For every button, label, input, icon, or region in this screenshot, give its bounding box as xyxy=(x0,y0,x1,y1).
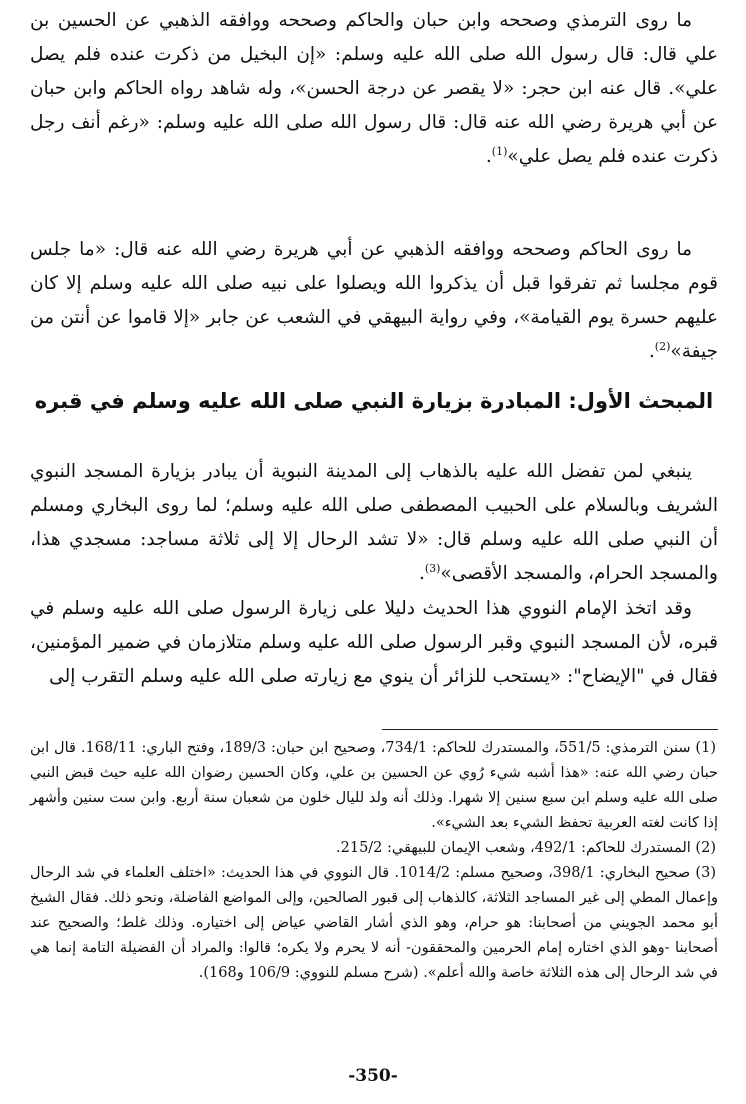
footnote-ref-3: (3) xyxy=(424,561,441,575)
paragraph-ziyara-intro xyxy=(30,455,718,591)
footnotes xyxy=(30,736,718,986)
paragraph-3: ينبغي لمن تفضل الله عليه بالذهاب إلى المدينة النبوية أن يبادر بزيارة المسجد النبوي الشريف وبالسلام على الحبيب المصطفى صلى الله عليه وسلم؛ لما روى البخاري ومسلم أن النبي صلى الله عليه وسلم قال: «لا تشد الرحال إلا إلى ثلاثة مساجد: مسجدي هذا، والمسجد الحرام، والمسجد الأقصى»$^{(3)}$. xyxy=(30,461,718,584)
footnote-1: (1) سنن الترمذي: 551/5، والمستدرك للحاكم: 734/1، وصحيح ابن حبان: 189/3، وفتح الباري: 168/11. قال ابن حبان رضي الله عنه: «هذا أشبه شيء رُوي عن الحسين بن علي، وكان الحسين رضوان الله عليه حيث قبض النبي صلى الله عليه وسلم ابن سبع سنين إلا شهرا. وذلك أنه ولد لليال خلون من شعبان سنة أربع. وابن ست سنين وأشهر إذا كانت لغته العربية تحفظ الشيء بعد الشيء». xyxy=(30,740,718,831)
paragraph-1-text: ما روى الترمذي وصححه وابن حبان والحاكم وصححه ووافقه الذهبي عن الحسين بن علي قال: قال رسول الله صلى الله عليه وسلم: «إن البخيل من ذكرت عنده فلم يصل علي». قال عنه ابن حجر: «لا يقصر عن درجة الحسن»، وله شاهد رواه الحاكم وابن حبان عن أبي هريرة رضي الله عنه قال: قال رسول الله صلى الله عليه وسلم: «رغم أنف رجل ذكرت عنده فلم يصل علي» xyxy=(30,10,718,167)
footnote-separator xyxy=(382,729,718,730)
paragraph-4: وقد اتخذ الإمام النووي هذا الحديث دليلا على زيارة الرسول صلى الله عليه وسلم في قبره، لأن المسجد النبوي وقبر الرسول صلى الله عليه وسلم متلازمان في ضمير المؤمنين، فقال في "الإيضاح": «يستحب للزائر أن ينوي مع زيارته صلى الله عليه وسلم التقرب إلى xyxy=(30,598,718,687)
footnote-ref-1: (1) xyxy=(491,144,508,158)
section-heading: المبحث الأول: المبادرة بزيارة النبي صلى الله عليه وسلم في قبره xyxy=(34,389,714,413)
paragraph-1: ما روى الترمذي وصححه وابن حبان والحاكم وصححه ووافقه الذهبي عن الحسين بن علي قال: قال رسول الله صلى الله عليه وسلم: «إن البخيل من ذكرت عنده فلم يصل علي». قال عنه ابن حجر: «لا يقصر عن درجة الحسن»، وله شاهد رواه الحاكم وابن حبان عن أبي هريرة رضي الله عنه قال: قال رسول الله صلى الله عليه وسلم: «رغم أنف رجل ذكرت عنده فلم يصل علي»$^{(1)}$. xyxy=(30,10,718,167)
paragraph-2: ما روى الحاكم وصححه ووافقه الذهبي عن أبي هريرة رضي الله عنه قال: «ما جلس قوم مجلسا ثم تفرقوا قبل أن يذكروا الله ويصلوا على نبيه صلى الله عليه وسلم إلا كان عليهم حسرة يوم القيامة»، وفي رواية البيهقي في الشعب عن جابر «إلا قاموا عن أنتن من جيفة»$^{(2)}$. xyxy=(30,239,718,362)
paragraph-3-text: ينبغي لمن تفضل الله عليه بالذهاب إلى المدينة النبوية أن يبادر بزيارة المسجد النبوي الشريف وبالسلام على الحبيب المصطفى صلى الله عليه وسلم؛ لما روى البخاري ومسلم أن النبي صلى الله عليه وسلم قال: «لا تشد الرحال إلا إلى ثلاثة مساجد: مسجدي هذا، والمسجد الحرام، والمسجد الأقصى» xyxy=(30,461,718,584)
footnote-ref-2: (2) xyxy=(654,339,671,353)
footnote-2: (2) المستدرك للحاكم: 492/1، وشعب الإيمان للبيهقي: 215/2. xyxy=(336,840,716,856)
paragraph-tirmidhi-hadith xyxy=(30,4,718,174)
footnote-3: (3) صحيح البخاري: 398/1، وصحيح مسلم: 1014/2. قال النووي في هذا الحديث: «اختلف العلماء في شد الرحال وإعمال المطي إلى غير المساجد الثلاثة، كالذهاب إلى قبور الصالحين، وإلى المواضع الفاضلة، ونحو ذلك. فقال الشيخ أبو محمد الجويني من أصحابنا: هو حرام، وهو الذي أشار القاضي عياض إلى اختياره. وذلك غلط؛ والصحيح عند أصحابنا -وهو الذي اختاره إمام الحرمين والمحققون- أنه لا يحرم ولا يكره؛ قالوا: والمراد أن الفضيلة التامة إنما هي في شد الرحال إلى هذه الثلاثة خاصة والله أعلم». (شرح مسلم للنووي: 106/9 و168). xyxy=(30,865,718,981)
page-number: -350- xyxy=(348,1066,398,1086)
paragraph-nawawi xyxy=(30,592,718,694)
paragraph-2-text: ما روى الحاكم وصححه ووافقه الذهبي عن أبي هريرة رضي الله عنه قال: «ما جلس قوم مجلسا ثم تفرقوا قبل أن يذكروا الله ويصلوا على نبيه صلى الله عليه وسلم إلا كان عليهم حسرة يوم القيامة»، وفي رواية البيهقي في الشعب عن جابر «إلا قاموا عن أنتن من جيفة» xyxy=(30,239,718,362)
paragraph-hakim-hadith xyxy=(30,233,718,369)
